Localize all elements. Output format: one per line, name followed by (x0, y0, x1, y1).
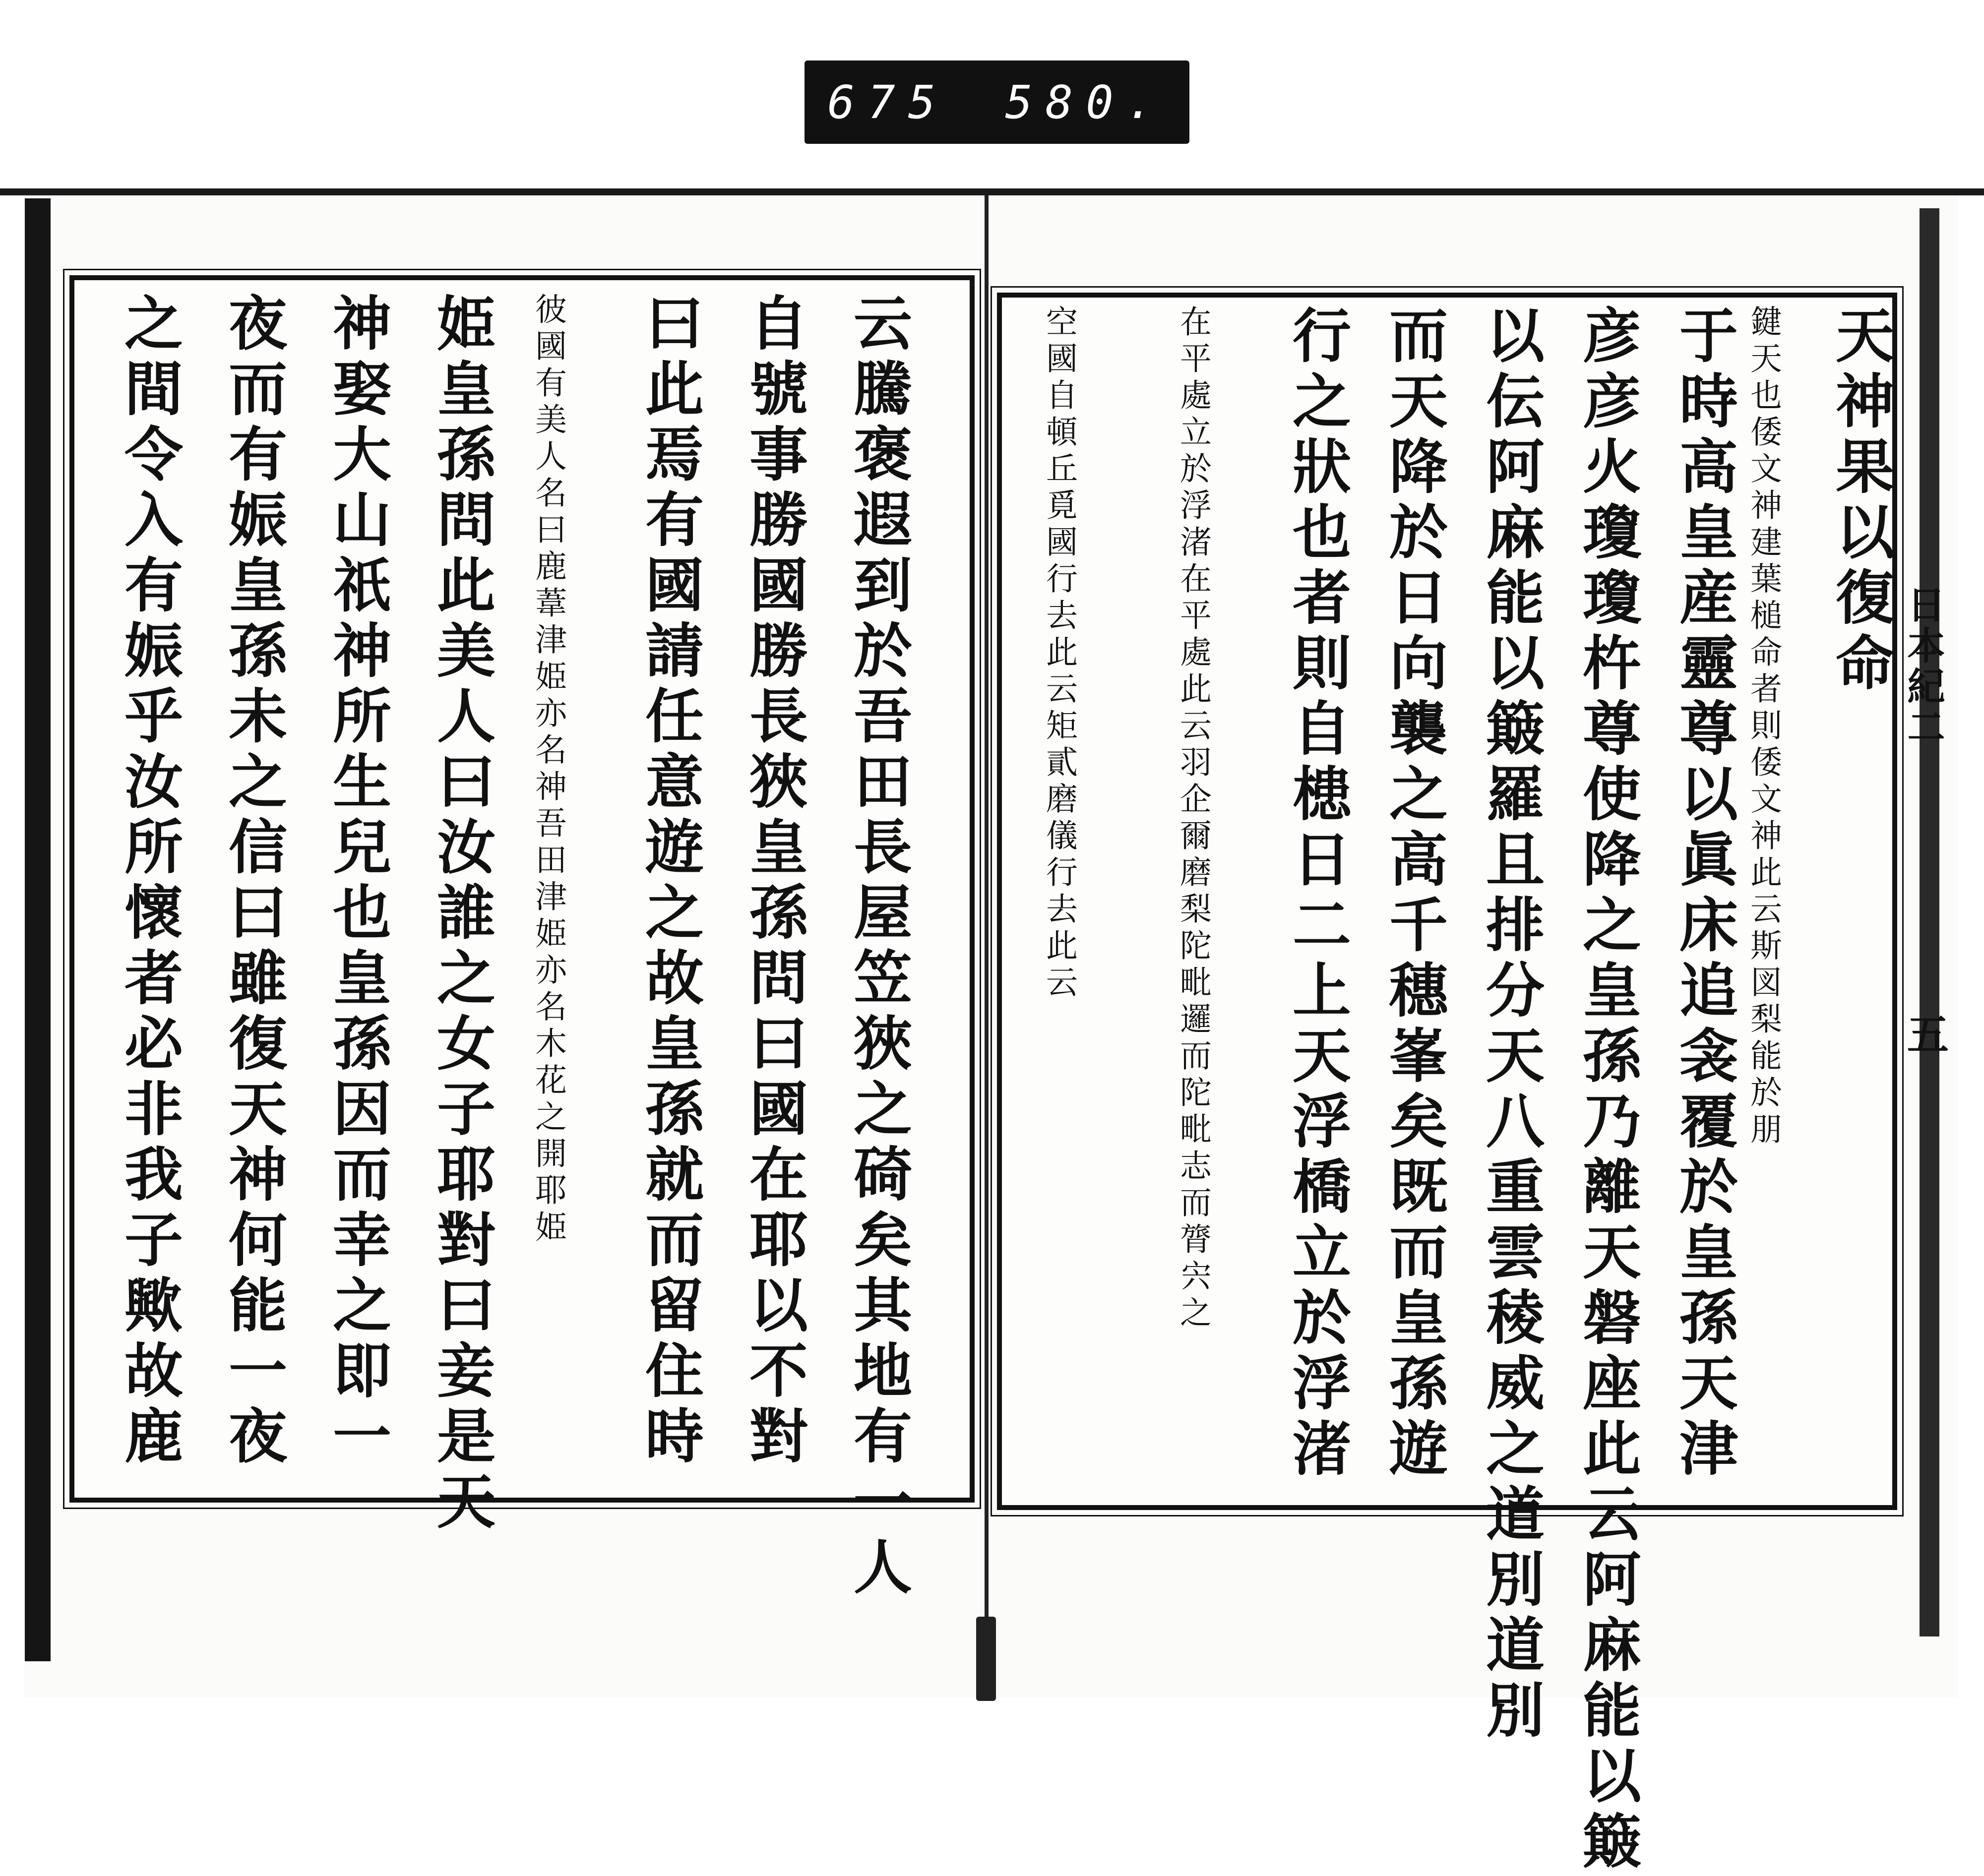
book-left-edge (25, 198, 51, 1661)
film-frame-number-right: 580. (1005, 75, 1167, 129)
book-right-edge (1920, 208, 1939, 1636)
film-frame-number-left: 675 (827, 75, 949, 129)
text-column: 而天降於日向襲之高千穗峯矣既而皇孫遊 (1379, 305, 1448, 1483)
running-header: 日本紀二 (1901, 585, 1945, 748)
book-gutter (985, 195, 989, 1634)
text-column: 姫皇孫問此美人曰汝誰之女子耶對曰妾是天 (427, 293, 496, 1536)
text-column: 天神果以復命 (1826, 305, 1895, 698)
text-column: 之間令入有娠乎汝所懷者必非我子歟故鹿 (115, 293, 184, 1471)
text-column-note: 空國自頓丘覓國行去此云矩貳磨儀行去此云 (1041, 305, 1077, 1002)
right-page-text (1009, 305, 1895, 1876)
microfilm-frame-label (805, 61, 1189, 144)
text-column: 神娶大山祇神所生兒也皇孫因而幸之即一 (323, 293, 392, 1471)
text-column: 行之狀也者則自槵日二上天浮橋立於浮渚 (1283, 305, 1352, 1483)
left-page-text (82, 293, 965, 1602)
text-column: 云騰褒遐到於吾田長屋笠狹之碕矣其地有一人 (844, 293, 913, 1602)
text-column-note: 彼國有美人名曰鹿葦津姫亦名神吾田津姫亦名木花之開耶姫 (530, 293, 566, 1247)
page-number: 五 (1907, 1010, 1949, 1059)
text-column-note: 鍵天也倭文神建葉槌命者則倭文神此云斯図梨能於朋 (1745, 305, 1782, 1149)
text-column-note: 在平處立於浮渚在平處此云羽企爾磨梨陀毗邏而陀毗志而膂宍之 (1175, 305, 1211, 1332)
text-column: 曰此焉有國請任意遊之故皇孫就而留住時 (635, 293, 704, 1471)
binding-tie (976, 1617, 996, 1701)
text-column: 于時高皇産靈尊以眞床追衾覆於皇孫天津 (1670, 305, 1738, 1483)
text-column: 彦彦火瓊瓊杵尊使降之皇孫乃離天磐座此云阿麻能以簸 (1573, 305, 1642, 1876)
text-column: 自號事勝國勝長狹皇孫問曰國在耶以不對 (740, 293, 808, 1471)
text-column: 夜而有娠皇孫未之信曰雖復天神何能一夜 (219, 293, 288, 1471)
book-top-edge (0, 188, 1984, 195)
text-column: 以伝阿麻能以簸羅且排分天八重雲稜威之道別道別 (1476, 305, 1545, 1745)
